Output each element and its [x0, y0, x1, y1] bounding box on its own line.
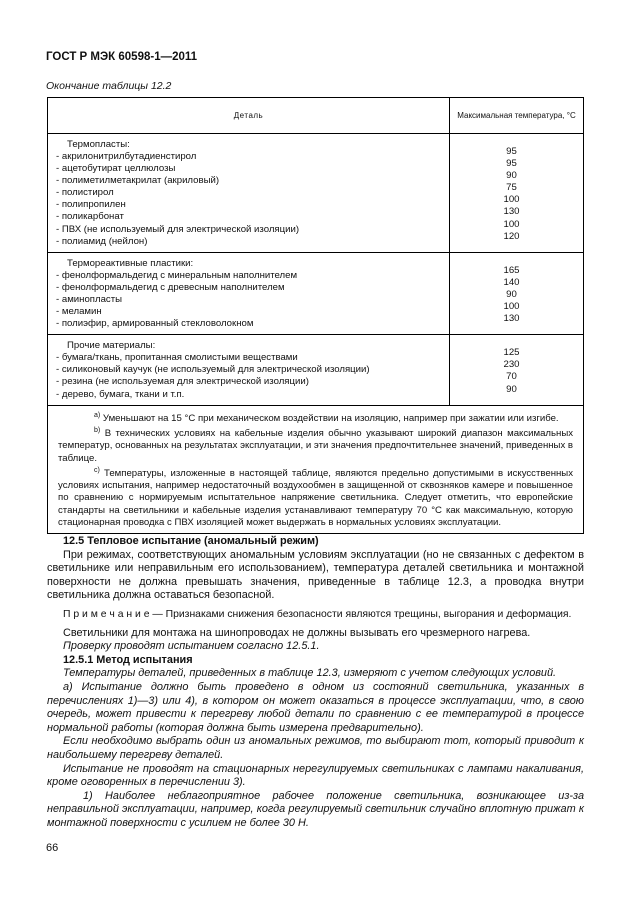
section-paragraph: При режимах, соответствующих аномальным условиям эксплуатации (но не связанных с дефектом в светильнике или неправильным его использованием), температура деталей светильника и монтажной поверхности не должна превышать значения, приведенные в таблице 12.3, а проводка внутри светильника должна оставаться безопасной.	[47, 548, 584, 602]
section-paragraph: Светильники для монтажа на шинопроводах не должны вызывать его чрезмерного нагрева.	[63, 626, 531, 639]
group-parts	[48, 335, 450, 405]
table-item: - бумага/ткань, пропитанная смолистыми веществами	[56, 352, 298, 364]
group-parts	[48, 252, 450, 334]
table-notes	[48, 405, 584, 533]
table-value: 100	[503, 301, 520, 313]
table-value: 130	[503, 313, 520, 325]
group-values	[450, 252, 584, 334]
note-a-text: Уменьшают на 15 °С при механическом воздействии на изоляцию, например при зажатии или изгибе.	[102, 412, 559, 424]
table-item: - полиэфир, армированный стекловолокном	[56, 318, 254, 330]
table-value: 90	[506, 288, 517, 300]
section-paragraph: 1) Наиболее неблагоприятное рабочее положение светильника, возникающее из-за неправильной эксплуатации, например, когда регулируемый светильник случайно вплотную прижат к монтажной поверхности с усилием не более 30 Н.	[47, 789, 584, 829]
section-paragraph: Испытание не проводят на стационарных нерегулируемых светильниках с лампами накаливания, кроме оговоренных в перечислении 3).	[47, 762, 584, 789]
table-group-row	[48, 335, 584, 405]
table-item: - дерево, бумага, ткани и т.п.	[56, 388, 185, 400]
subsection-heading: 12.5.1 Метод испытания	[63, 653, 193, 666]
header-temperature: Максимальная температура, °С	[450, 98, 584, 134]
note-b-mark: b)	[94, 426, 101, 434]
section-paragraph: а) Испытание должно быть проведено в одном из состояний светильника, указанных в перечислениях 1)—3) или 4), в котором он может оказаться в процессе эксплуатации, что, в свою очередь, может привести к перегреву любой детали по сравнению с ее температурой в процессе нормальной работы (которая должна быть измерена предварительно).	[47, 680, 584, 734]
table-value: 130	[503, 206, 520, 218]
table-value: 90	[506, 383, 517, 395]
table-item: - ПВХ (не используемый для электрической изоляции)	[56, 223, 300, 235]
table-item: - ацетобутират целлюлозы	[56, 163, 176, 175]
section-note: П р и м е ч а н и е — Признаками снижения безопасности являются трещины, выгорания и деформация.	[63, 608, 572, 620]
note-b-text: В технических условиях на кабельные изделия обычно указывают широкий диапазон максимальных температур, основанных на результатах эксплуатации, и эти значения предпочтительнее значений, приведенных в таблице.	[58, 428, 574, 464]
page-number: 66	[46, 842, 59, 854]
temperature-table	[47, 97, 584, 534]
table-item: - резина (не используемая для электрической изоляции)	[56, 376, 309, 388]
document-header: ГОСТ Р МЭК 60598-1—2011	[46, 51, 198, 63]
note-c-text: Температуры, изложенные в настоящей таблице, являются предельно допустимыми в искусственных условиях испытания, например недостаточный воздухообмен в защищенной от сквозняков камере и повышенное по сравнению с нормируемым испытательное напряжение светильника. Следует отметить, что европейские стандарты на светильники и кабельные изделия устанавливают температуру 70 °С как максимальную, которую стационарная проводка с ПВХ изоляцией может выдержать в нормальных условиях эксплуатации.	[58, 467, 573, 528]
table-value: 100	[503, 194, 520, 206]
table-value: 165	[503, 264, 520, 276]
table-value: 230	[503, 359, 520, 371]
table-item: - полиамид (нейлон)	[56, 235, 148, 247]
table-item: - полипропилен	[56, 199, 126, 211]
table-group-row	[48, 134, 584, 253]
table-item: - силиконовый каучук (не используемый для электрической изоляции)	[56, 364, 370, 376]
table-value: 125	[503, 347, 520, 359]
section-paragraph: Температуры деталей, приведенных в таблице 12.3, измеряют с учетом следующих условий.	[63, 667, 557, 680]
table-value: 70	[506, 371, 517, 383]
group-title: Прочие материалы:	[67, 340, 156, 352]
table-item: - меламин	[56, 306, 102, 318]
table-item: - полистирол	[56, 187, 114, 199]
table-value: 75	[506, 182, 517, 194]
table-value: 100	[503, 218, 520, 230]
table-notes-row	[48, 405, 584, 533]
table-value: 90	[506, 170, 517, 182]
table-header-row	[48, 98, 584, 134]
group-title: Термопласты:	[67, 139, 130, 150]
note-c	[58, 465, 573, 529]
table-value: 140	[503, 276, 520, 288]
table-item: - полиметилметакрилат (акриловый)	[56, 175, 220, 187]
table-item: - поликарбонат	[56, 211, 124, 223]
note-c-mark: с)	[94, 466, 100, 474]
group-parts	[48, 134, 450, 253]
table-item: - фенолформальдегид с минеральным наполнителем	[56, 269, 298, 281]
section-body	[47, 535, 584, 830]
note-a	[58, 410, 573, 425]
section-paragraph: Если необходимо выбрать один из аномальных режимов, то выбирают тот, который приводит к наибольшему перегреву деталей.	[47, 735, 584, 761]
table-value: 120	[503, 230, 520, 242]
table-value: 95	[506, 146, 517, 157]
table-item: - аминопласты	[56, 293, 122, 305]
note-b	[58, 425, 573, 465]
group-values	[450, 335, 584, 405]
note-a-mark: а)	[94, 411, 101, 419]
section-paragraph: Проверку проводят испытанием согласно 12.5.1.	[63, 640, 320, 653]
group-values	[450, 134, 584, 253]
header-part: Деталь	[48, 98, 450, 134]
table-item: - фенолформальдегид с древесным наполнителем	[56, 281, 285, 293]
table-item: - акрилонитрилбутадиенстирол	[56, 151, 197, 162]
table-group-row	[48, 252, 584, 334]
table-value: 95	[506, 158, 517, 170]
section-heading: 12.5 Тепловое испытание (аномальный режим)	[63, 535, 319, 547]
table-caption: Окончание таблицы 12.2	[46, 80, 172, 92]
group-title: Термореактивные пластики:	[67, 257, 194, 269]
